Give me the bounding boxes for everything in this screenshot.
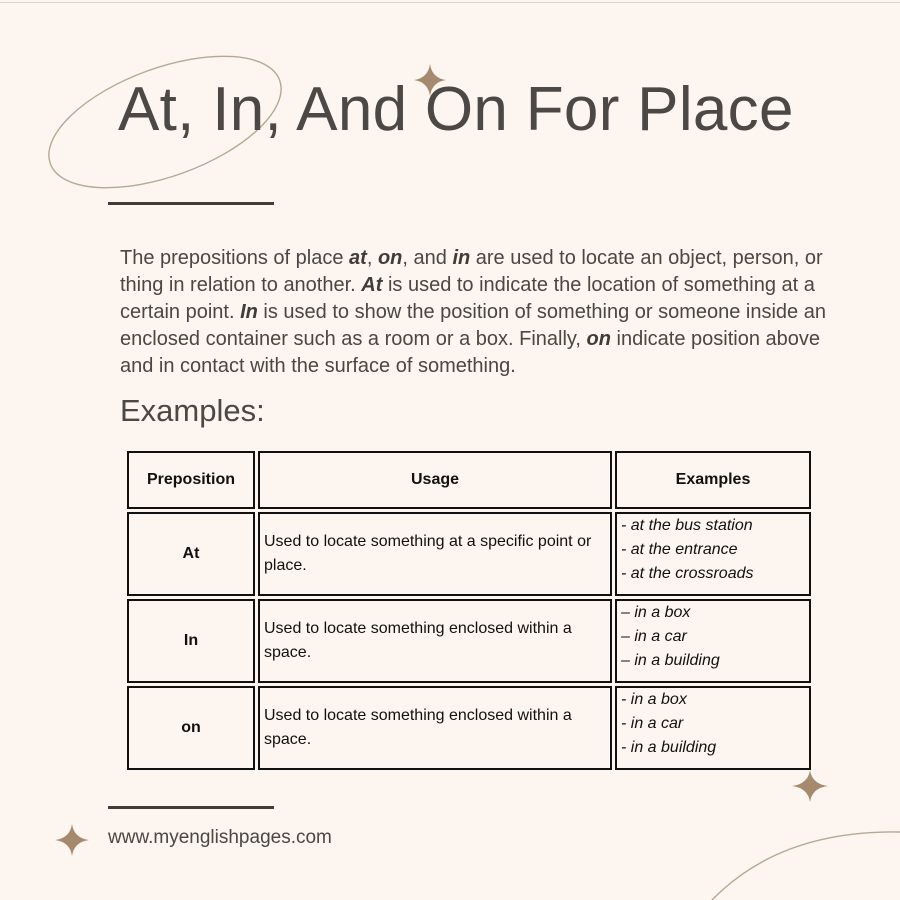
usage-cell: Used to locate something enclosed within a space. <box>258 686 612 770</box>
prepositions-table <box>124 448 814 773</box>
example-item: – in a car <box>621 628 687 645</box>
usage-cell: Used to locate something enclosed within a space. <box>258 599 612 683</box>
emphasis-at-capital: At <box>361 274 383 296</box>
example-item: – in a building <box>621 652 720 669</box>
corner-arc-decoration <box>712 832 900 900</box>
emphasis-at: at <box>349 247 367 269</box>
emphasis-in: in <box>452 247 471 269</box>
example-item: - in a building <box>621 739 717 756</box>
emphasis-in-capital: In <box>240 301 258 323</box>
usage-cell: Used to locate something at a specific point or place. <box>258 512 612 596</box>
title-underline <box>108 202 274 205</box>
table-row <box>127 686 811 770</box>
preposition-cell: At <box>127 512 255 596</box>
table-header-row <box>127 451 811 509</box>
examples-cell <box>615 686 811 770</box>
emphasis-on-final: on <box>586 328 611 350</box>
emphasis-on: on <box>377 247 403 269</box>
preposition-cell: In <box>127 599 255 683</box>
header-usage: Usage <box>258 451 612 509</box>
page-title: At, In, And On For Place <box>118 75 794 144</box>
intro-paragraph: The prepositions of place at, on, and in are used to locate an object, person, or thing in relation to another. At is used to indicate the location of something at a certain point. In is used to show the position of something or someone inside an enclosed container such as a room or a box. Finally, on indicate position above and in contact with the surface of something. <box>120 247 826 377</box>
example-item: - at the bus station <box>621 517 753 534</box>
example-item: - in a box <box>621 691 687 708</box>
example-item: – in a box <box>621 604 691 621</box>
examples-cell <box>615 512 811 596</box>
examples-cell <box>615 599 811 683</box>
sparkle-icon <box>55 824 89 856</box>
table-row <box>127 599 811 683</box>
examples-heading: Examples: <box>120 393 265 428</box>
example-item: - in a car <box>621 715 684 732</box>
example-item: - at the entrance <box>621 541 738 558</box>
sparkle-icon <box>792 770 828 802</box>
example-item: - at the crossroads <box>621 565 754 582</box>
preposition-cell: on <box>127 686 255 770</box>
table-row <box>127 512 811 596</box>
header-examples: Examples <box>615 451 811 509</box>
website-url: www.myenglishpages.com <box>108 827 332 848</box>
header-preposition: Preposition <box>127 451 255 509</box>
footer-rule <box>108 806 274 809</box>
